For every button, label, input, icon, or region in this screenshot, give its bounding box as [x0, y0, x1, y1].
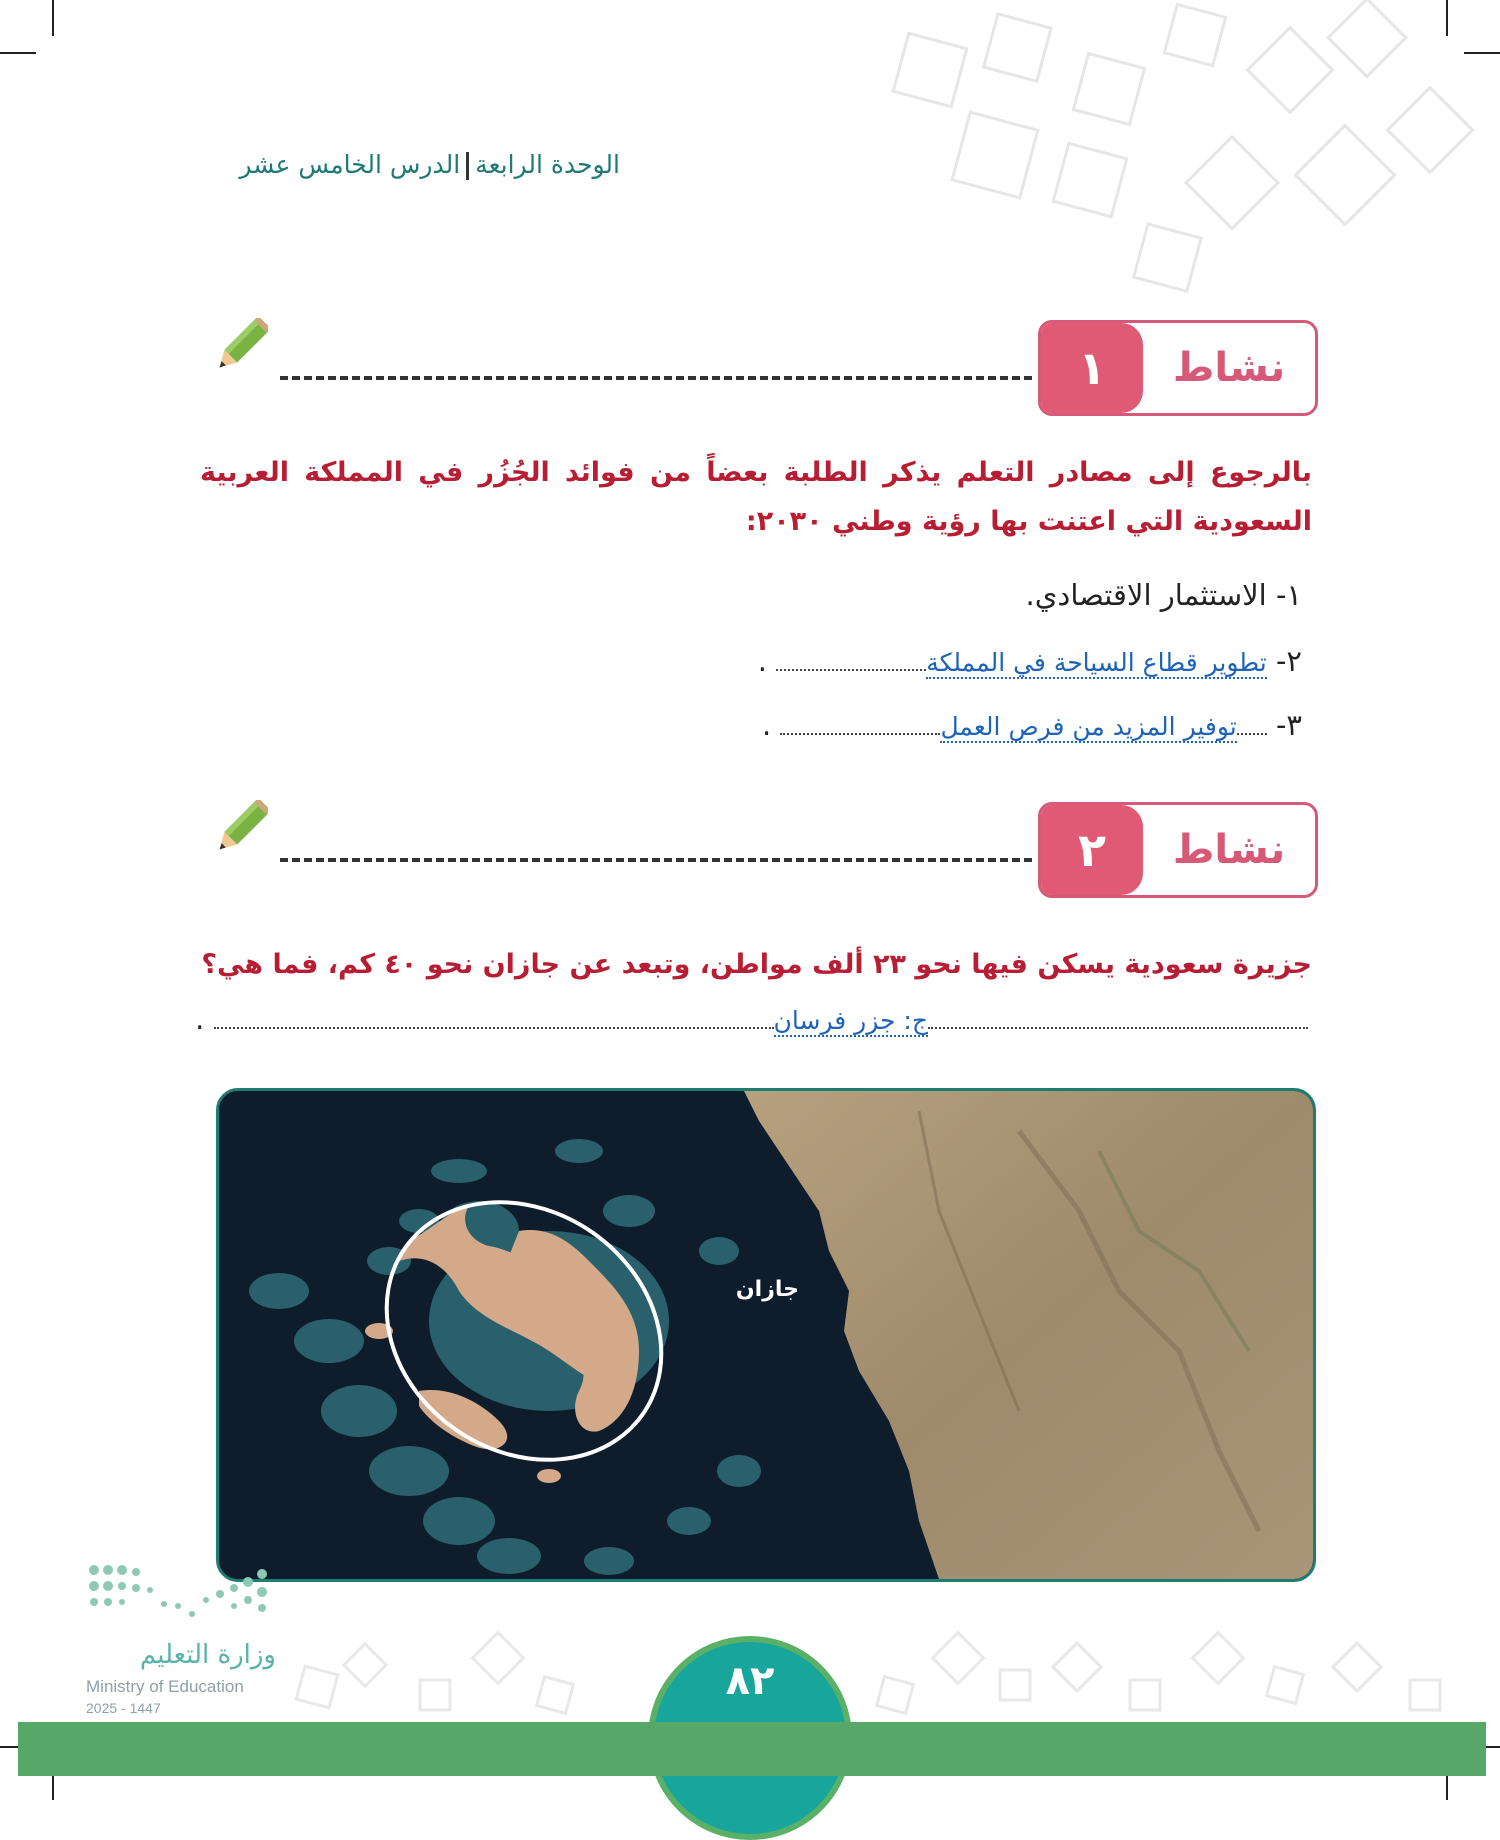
footer-bar	[18, 1722, 1486, 1776]
activity-2-dashed-line	[280, 858, 1032, 862]
item-3-end: .	[762, 708, 772, 742]
map-city-label: جازان	[735, 1277, 799, 1302]
item-2-dotted-line	[776, 669, 926, 671]
activity-1-question: بالرجوع إلى مصادر التعلم يذكر الطلبة بعضاً من فوائد الجُزُر في المملكة العربية السعودية التي اعتنت بها رؤية وطني ٢٠٣٠:	[200, 457, 1312, 537]
pencil-icon	[212, 318, 268, 376]
item-3-prefix: ٣-	[1275, 708, 1302, 742]
activity-1-number: ١	[1041, 323, 1143, 413]
activity-1-item-2	[758, 644, 1302, 678]
activity-2-question: جزيرة سعودية يسكن فيها نحو ٢٣ ألف مواطن، وتبعد عن جازان نحو ٤٠ كم، فما هي؟	[201, 949, 1312, 980]
crop-mark	[0, 52, 36, 54]
ministry-name-arabic: وزارة التعليم	[139, 1640, 276, 1670]
header-separator	[466, 152, 469, 180]
activity-1-dashed-line	[280, 376, 1032, 380]
map-image	[219, 1091, 1313, 1579]
activity-2-end: .	[195, 1002, 205, 1036]
item-1-prefix: ١-	[1275, 578, 1302, 612]
crop-mark	[52, 0, 54, 36]
lesson-title: الدرس الخامس عشر	[239, 150, 461, 179]
page-number: ٨٢	[725, 1658, 775, 1704]
decorative-pattern	[840, 0, 1500, 300]
answer-dotted-line-start	[928, 1027, 1308, 1029]
ministry-name-english: Ministry of Education	[86, 1677, 244, 1696]
activity-2-answer-line	[195, 1002, 1308, 1036]
item-3-dotted-line	[780, 733, 940, 735]
activity-1-item-3	[762, 708, 1302, 742]
item-1-text: الاستثمار الاقتصادي.	[1025, 578, 1267, 612]
page-header	[200, 150, 620, 180]
satellite-map	[216, 1088, 1316, 1582]
item-3-answer: توفير المزيد من فرص العمل	[940, 712, 1237, 741]
unit-title: الوحدة الرابعة	[475, 150, 620, 179]
item-2-end: .	[757, 644, 767, 678]
answer-dotted-line-end	[214, 1027, 774, 1029]
activity-1-badge	[1038, 320, 1318, 416]
item-3-dotted-line-start	[1237, 733, 1267, 735]
activity-2-badge	[1038, 802, 1318, 898]
activity-2-answer: ج: جزر فرسان	[773, 1006, 928, 1035]
activity-1-item-1	[1025, 578, 1302, 612]
ministry-year: 2025 - 1447	[86, 1700, 161, 1716]
pencil-icon	[212, 800, 268, 858]
item-2-answer: تطوير قطاع السياحة في المملكة	[926, 648, 1267, 677]
activity-1-label: نشاط	[1172, 345, 1286, 391]
activity-2-number: ٢	[1041, 805, 1143, 895]
item-2-prefix: ٢-	[1275, 644, 1302, 678]
activity-2-label: نشاط	[1172, 827, 1286, 873]
